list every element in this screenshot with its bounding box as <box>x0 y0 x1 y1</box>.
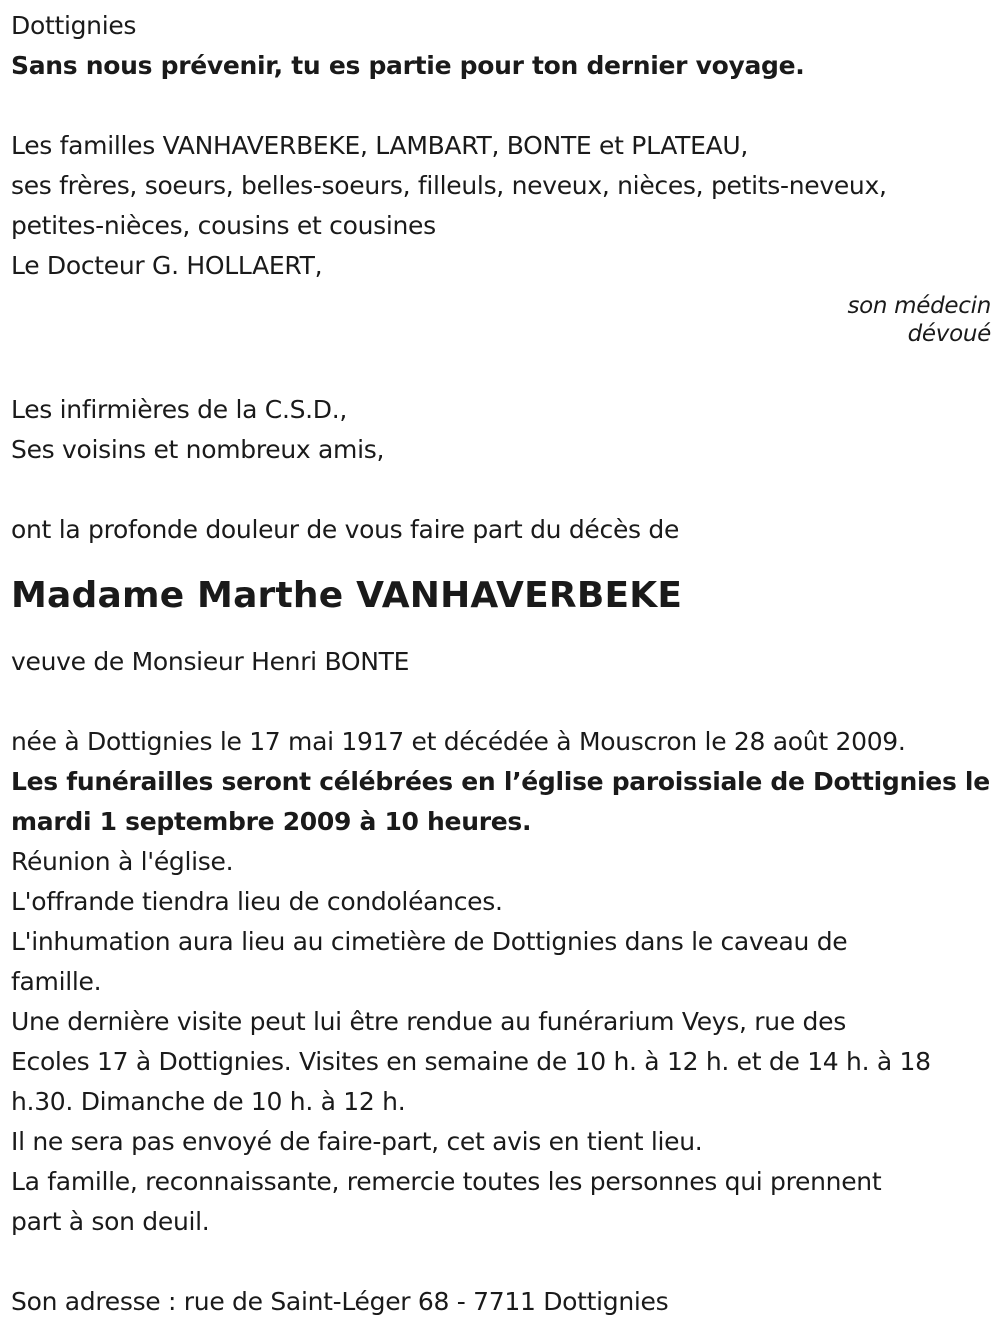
detail-line: famille. <box>11 967 102 996</box>
spacer <box>11 86 991 126</box>
spacer <box>11 1242 991 1282</box>
announcement: ont la profonde douleur de vous faire part du décès de <box>11 515 680 544</box>
detail-line: La famille, reconnaissante, remercie toutes les personnes qui prennent <box>11 1167 882 1196</box>
others-line: Les infirmières de la C.S.D., <box>11 395 348 424</box>
doctor-role-block <box>11 286 991 350</box>
birth-death: née à Dottignies le 17 mai 1917 et décédée à Mouscron le 28 août 2009. <box>11 727 906 756</box>
detail-line: Ecoles 17 à Dottignies. Visites en semaine de 10 h. à 12 h. et de 14 h. à 18 <box>11 1047 931 1076</box>
families-line: Le Docteur G. HOLLAERT, <box>11 251 323 280</box>
families-block <box>11 126 991 286</box>
families-line: petites-nièces, cousins et cousines <box>11 211 436 240</box>
doctor-role-line: son médecin <box>847 293 991 319</box>
detail-line: h.30. Dimanche de 10 h. à 12 h. <box>11 1087 406 1116</box>
families-line: Les familles VANHAVERBEKE, LAMBART, BONTE et PLATEAU, <box>11 131 749 160</box>
detail-line: part à son deuil. <box>11 1207 210 1236</box>
address: Son adresse : rue de Saint-Léger 68 - 7711 Dottignies <box>11 1287 669 1316</box>
detail-line: L'offrande tiendra lieu de condoléances. <box>11 887 503 916</box>
funeral-block <box>11 762 991 842</box>
others-line: Ses voisins et nombreux amis, <box>11 435 385 464</box>
spacer <box>11 350 991 390</box>
detail-line: Il ne sera pas envoyé de faire-part, cet avis en tient lieu. <box>11 1127 703 1156</box>
families-line: ses frères, soeurs, belles-soeurs, filleuls, neveux, nièces, petits-neveux, <box>11 171 887 200</box>
place-header: Dottignies <box>11 11 137 40</box>
funeral-line: mardi 1 septembre 2009 à 10 heures. <box>11 807 532 836</box>
spacer <box>11 682 991 722</box>
deceased-name: Madame Marthe VANHAVERBEKE <box>11 575 683 616</box>
detail-line: Une dernière visite peut lui être rendue au funérarium Veys, rue des <box>11 1007 846 1036</box>
obituary-notice <box>11 6 991 1322</box>
detail-line: Réunion à l'église. <box>11 847 234 876</box>
others-block <box>11 390 991 470</box>
doctor-role-line: dévoué <box>907 321 991 347</box>
spacer <box>11 470 991 510</box>
widow-of: veuve de Monsieur Henri BONTE <box>11 647 410 676</box>
details-block <box>11 842 991 1242</box>
funeral-line: Les funérailles seront célébrées en l’église paroissiale de Dottignies le <box>11 767 990 796</box>
motto: Sans nous prévenir, tu es partie pour ton dernier voyage. <box>11 51 805 80</box>
detail-line: L'inhumation aura lieu au cimetière de Dottignies dans le caveau de <box>11 927 848 956</box>
